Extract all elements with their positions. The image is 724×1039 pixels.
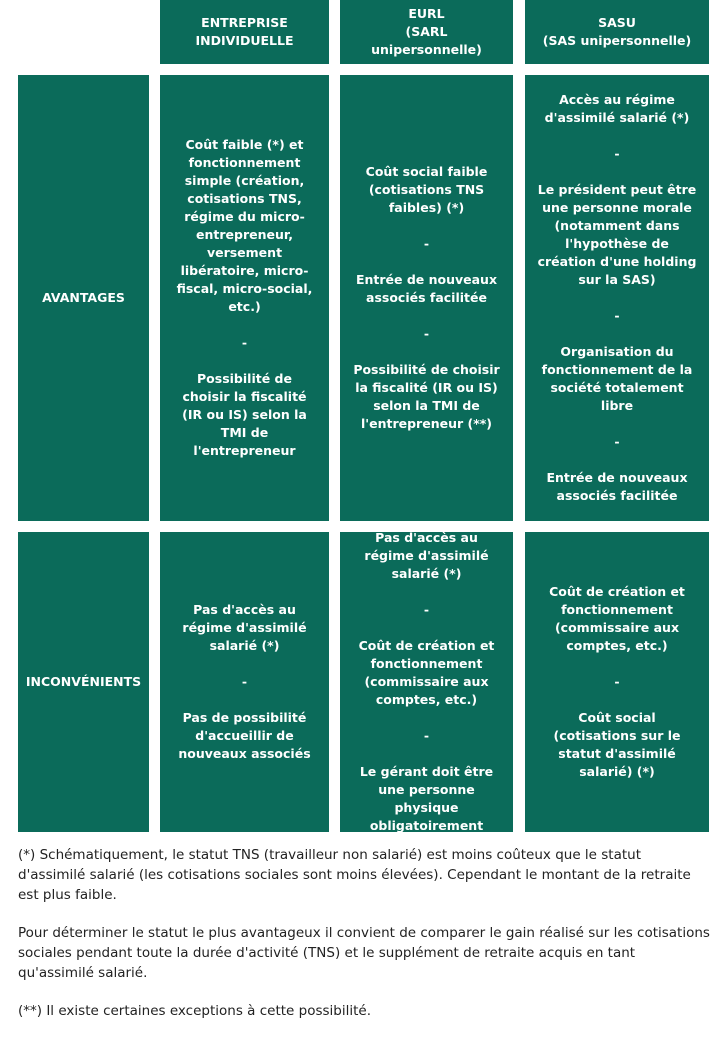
separator: - (241, 674, 248, 689)
header-ei-line2: INDIVIDUELLE (195, 33, 294, 48)
separator: - (423, 326, 430, 341)
separator: - (614, 146, 620, 161)
separator: - (423, 728, 430, 743)
footnote-3: (**) Il existe certaines exceptions à cette possibilité. (18, 1003, 371, 1019)
inconvenients-ei-item: Pas d'accès au régime d'assimilé salarié (*) (182, 602, 307, 653)
inconvenients-sasu-cell (525, 532, 709, 832)
avantages-eurl-item: Entrée de nouveaux associés facilitée (355, 272, 498, 305)
separator: - (423, 236, 430, 251)
separator: - (614, 308, 620, 323)
header-entreprise-individuelle (160, 0, 329, 64)
avantages-sasu-item: Le président peut être une personne morale (notamment dans l'hypothèse de création d'une holding sur la SAS) (537, 182, 697, 287)
separator: - (614, 674, 620, 689)
avantages-sasu-cell (525, 75, 709, 521)
avantages-ei-item: Possibilité de choisir la fiscalité (IR ou IS) selon la TMI de l'entrepreneur (182, 371, 307, 458)
header-eurl (340, 0, 513, 64)
avantages-sasu-item: Accès au régime d'assimilé salarié (*) (544, 92, 690, 125)
inconvenients-ei-item: Pas de possibilité d'accueillir de nouveaux associés (178, 710, 311, 761)
inconvenients-label: INCONVÉNIENTS (25, 674, 142, 689)
inconvenients-sasu-item: Coût social (cotisations sur le statut d'assimilé salarié) (*) (553, 710, 681, 779)
header-eurl-line2: (SARL unipersonnelle) (371, 24, 482, 57)
footnote-1: (*) Schématiquement, le statut TNS (travailleur non salarié) est moins coûteux que le statut d'assimilé salarié (les cotisations sociales sont moins élevées). Cependant le montant de la retraite est plus faible. (18, 847, 691, 903)
header-ei-line1: ENTREPRISE (201, 15, 288, 30)
header-sasu (525, 0, 709, 64)
inconvenients-eurl-item: Coût de création et fonctionnement (commissaire aux comptes, etc.) (358, 638, 495, 707)
separator: - (241, 335, 248, 350)
avantages-label: AVANTAGES (42, 290, 125, 305)
header-eurl-line1: EURL (408, 6, 445, 21)
inconvenients-ei-cell (160, 532, 329, 832)
footnote-2: Pour déterminer le statut le plus avantageux il convient de comparer le gain réalisé sur les cotisations sociales pendant toute la durée d'activité (TNS) et le supplément de retraite acquis en tant qu'assimilé salarié. (18, 925, 710, 981)
inconvenients-eurl-item: Pas d'accès au régime d'assimilé salarié (*) (364, 530, 489, 581)
avantages-eurl-cell (340, 75, 513, 521)
header-sasu-line2: (SAS unipersonnelle) (542, 33, 692, 48)
avantages-sasu-item: Entrée de nouveaux associés facilitée (546, 470, 688, 503)
inconvenients-eurl-cell (340, 532, 513, 832)
row-label-avantages (18, 75, 149, 521)
header-sasu-line1: SASU (598, 15, 636, 30)
separator: - (423, 602, 430, 617)
inconvenients-sasu-item: Coût de création et fonctionnement (commissaire aux comptes, etc.) (549, 584, 685, 653)
row-label-inconvenients (18, 532, 149, 832)
avantages-ei-cell (160, 75, 329, 521)
footnotes (18, 845, 710, 1039)
separator: - (614, 434, 620, 449)
avantages-sasu-item: Organisation du fonctionnement de la société totalement libre (541, 344, 693, 413)
inconvenients-eurl-item: Le gérant doit être une personne physique obligatoirement (359, 764, 494, 833)
avantages-ei-item: Coût faible (*) et fonctionnement simple (création, cotisations TNS, régime du micro-entrepreneur, versement libératoire, micro-fiscal, micro-social, etc.) (176, 137, 313, 314)
avantages-eurl-item: Possibilité de choisir la fiscalité (IR ou IS) selon la TMI de l'entrepreneur (**) (353, 362, 500, 431)
avantages-eurl-item: Coût social faible (cotisations TNS faibles) (*) (365, 164, 488, 215)
